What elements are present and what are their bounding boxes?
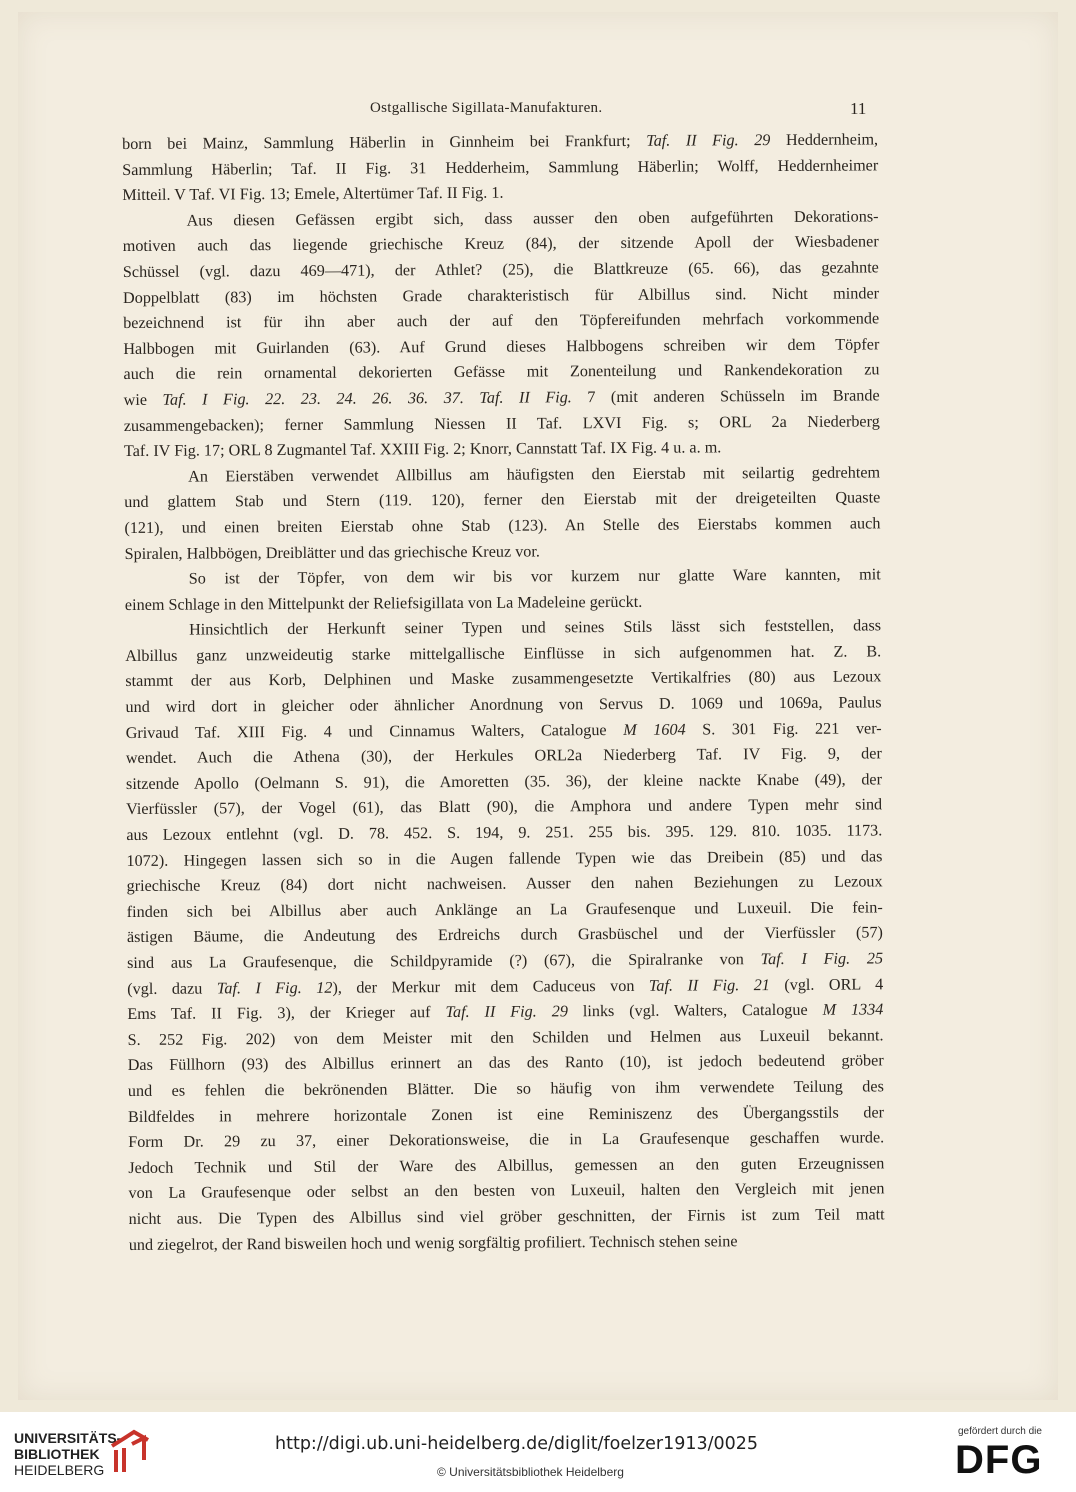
text-line: (121), und einen breiten Eierstab ohne Stab (123). An Stelle des Eierstabs kommen auch [124, 514, 881, 537]
text-line: ästigen Bäume, die Andeutung des Erdreichs durch Grasbüschel und der Vierfüssler (57) [126, 923, 883, 947]
text-line: An Eierstäben verwendet Allbillus am häufigsten den Eierstab mit seilartig gedrehtem [188, 463, 881, 486]
text-line: wie Taf. I Fig. 22. 23. 24. 26. 36. 37. Taf. II Fig. 7 (mit anderen Schüsseln im Brande [123, 386, 880, 409]
text-line: Halbbogen mit Guirlanden (63). Auf Grund dieses Halbbogens schreiben wir dem Töpfer [123, 335, 880, 358]
text-line: motiven auch das liegende griechische Kreuz (84), der sitzende Apoll der Wiesbadener [122, 232, 879, 256]
text-line: Jedoch Technik und Stil der Ware des Albillus, gemessen an den guten Erzeugnissen [128, 1154, 885, 1177]
text-line: stammt der aus Korb, Delphinen und Maske zusammengesetzte Vertikalfries (80) aus Lezoux [125, 667, 882, 691]
text-line: von La Graufesenque oder selbst an den besten von Luxeuil, halten den Vergleich mit jenen [128, 1179, 885, 1203]
dfg-logo[interactable]: DFG [955, 1438, 1043, 1482]
running-title: Ostgallische Sigillata-Manufakturen. [370, 100, 603, 116]
library-name-line1: UNIVERSITÄTS- [14, 1430, 122, 1446]
text-line: finden sich bei Albillus aber auch Anklänge an La Graufesenque und Luxeuil. Die fein- [126, 898, 883, 921]
library-logo[interactable] [14, 1430, 121, 1478]
text-line: und wird dort in gleicher oder ähnlicher Anordnung von Servus D. 1069 und 1069a, Paulus [125, 693, 882, 717]
library-name-line3: HEIDELBERG [14, 1462, 105, 1478]
text-line: Grivaud Taf. XIII Fig. 4 und Cinnamus Walters, Catalogue M 1604 S. 301 Fig. 221 ver- [125, 719, 882, 742]
text-line: Form Dr. 29 zu 37, einer Dekorationsweise, die in La Graufesenque geschaffen wurde. [128, 1128, 885, 1152]
text-line: Das Füllhorn (93) des Albillus erinnert an das des Ranto (10), ist jedoch bedeutend gröber [127, 1051, 884, 1075]
footer [0, 1412, 1076, 1492]
text-line: auch die rein ornamental dekorierten Gefässe mit Zonenteilung und Rankendekoration zu [123, 360, 880, 384]
text-line: und es fehlen die bekrönenden Blätter. Die so häufig von ihm verwendete Teilung des [127, 1077, 884, 1100]
text-line: zusammengebacken); ferner Sammlung Niessen II Taf. LXVI Fig. s; ORL 2a Niederberg [123, 411, 880, 435]
text-line: Taf. IV Fig. 17; ORL 8 Zugmantel Taf. XXIII Fig. 2; Knorr, Cannstatt Taf. IX Fig. 4 u. a. m. [123, 438, 722, 461]
text-line: Doppelblatt (83) im höchsten Grade charakteristisch für Albillus sind. Nicht minder [122, 283, 880, 307]
text-line: griechische Kreuz (84) dort nicht nachweisen. Ausser den nahen Beziehungen zu Lezoux [126, 872, 883, 896]
text-line: aus Lezoux entlehnt (vgl. D. 78. 452. S. 194, 9. 251. 255 bis. 395. 129. 810. 1035. 1173. [126, 821, 883, 845]
text-line: 1072). Hingegen lassen sich so in die Augen fallende Typen wie das Dreibein (85) und das [126, 846, 883, 870]
text-line: wendet. Auch die Athena (30), der Herkules ORL2a Niederberg Taf. IV Fig. 9, der [125, 744, 882, 768]
library-name-line2: BIBLIOTHEK [14, 1446, 100, 1462]
text-line: born bei Mainz, Sammlung Häberlin in Ginnheim bei Frankfurt; Taf. II Fig. 29 Heddernheim, [122, 130, 879, 153]
text-line: Vierfüssler (57), der Vogel (61), das Blatt (90), die Amphora und andere Typen mehr sind [126, 795, 883, 819]
text-line: Mitteil. V Taf. VI Fig. 13; Emele, Altertümer Taf. II Fig. 1. [122, 183, 504, 205]
library-emblem-icon [108, 1426, 152, 1474]
dfg-caption: gefördert durch die [958, 1426, 1042, 1437]
text-line: Spiralen, Halbbögen, Dreiblätter und das griechische Kreuz vor. [124, 541, 540, 563]
text-line: Aus diesen Gefässen ergibt sich, dass ausser den oben aufgeführten Dekorations- [186, 207, 879, 230]
text-line: S. 252 Fig. 202) von dem Meister mit den Schilden und Helmen aus Luxeuil bekannt. [127, 1026, 884, 1049]
text-line: bezeichnend ist für ihn aber auch der auf den Töpfereifunden mehrfach vorkommende [123, 309, 880, 333]
text-line: und glattem Stab und Stern (119. 120), ferner den Eierstab mit der dreigeteilten Quaste [124, 488, 881, 512]
page-number: 11 [850, 99, 867, 118]
body-text [122, 127, 885, 1258]
text-line: nicht aus. Die Typen des Albillus sind viel gröber geschnitten, der Firnis ist zum Teil matt [128, 1205, 885, 1228]
text-line: Sammlung Häberlin; Taf. II Fig. 31 Hedderheim, Sammlung Häberlin; Wolff, Heddernheimer [122, 155, 879, 179]
permalink-url[interactable]: http://digi.ub.uni-heidelberg.de/diglit/foelzer1913/0025 [275, 1434, 759, 1454]
text-line: sitzende Apollo (Oelmann S. 91), die Amoretten (35. 36), der kleine nackte Knabe (49), der [125, 770, 883, 793]
text-line: Hinsichtlich der Herkunft seiner Typen und seines Stils lässt sich feststellen, dass [188, 616, 882, 639]
text-line: Schüssel (vgl. dazu 469—471), der Athlet? (25), die Blattkreuze (65. 66), das gezahnte [122, 258, 879, 281]
text-line: So ist der Töpfer, von dem wir bis vor kurzem nur glatte Ware kannten, mit [188, 565, 881, 588]
text-line: Albillus ganz unzweideutig starke mittelgallische Einflüsse in sich aufgenommen hat. Z. B. [125, 642, 882, 665]
text-line: einem Schlage in den Mittelpunkt der Reliefsigillata von La Madeleine gerückt. [124, 592, 643, 614]
text-line: sind aus La Graufesenque, die Schildpyramide (?) (67), die Spiralranke von Taf. I Fig. 25 [127, 949, 884, 972]
text-line: und ziegelrot, der Rand bisweilen hoch und wenig sorgfältig profiliert. Technisch stehen seine [128, 1231, 738, 1254]
text-line: Bildfeldes in mehrere horizontale Zonen ist eine Reminiszenz des Übergangsstils der [127, 1102, 885, 1126]
copyright-notice: © Universitätsbibliothek Heidelberg [437, 1465, 624, 1479]
text-line: Ems Taf. II Fig. 3), der Krieger auf Taf. II Fig. 29 links (vgl. Walters, Catalogue M 1334 [127, 1000, 884, 1024]
text-line: (vgl. dazu Taf. I Fig. 12), der Merkur mit dem Caduceus von Taf. II Fig. 21 (vgl. ORL 4 [127, 974, 884, 998]
